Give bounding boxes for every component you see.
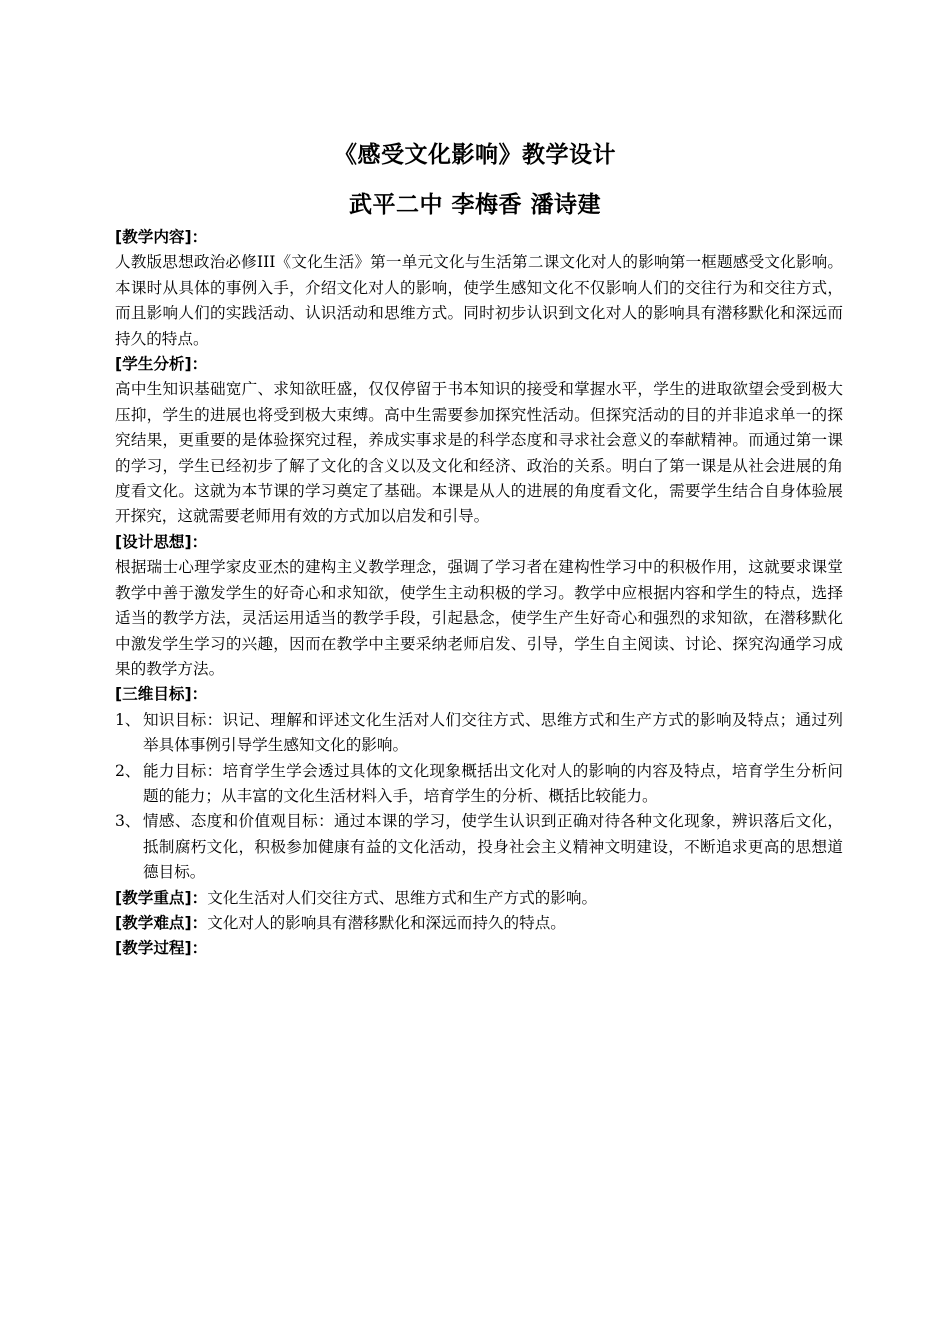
difficulty-line	[115, 911, 843, 936]
section-heading-objectives: [三维目标]：	[115, 685, 208, 704]
objective-number: 3、	[115, 812, 141, 831]
objective-item	[115, 759, 843, 810]
objective-text: 知识目标：识记、理解和评述文化生活对人们交往方式、思维方式和生产方式的影响及特点；通过列举具体事例引导学生感知文化的影响。	[143, 710, 843, 755]
section-heading-content: [教学内容]：	[115, 228, 208, 246]
section-text-key-point: 文化生活对人们交往方式、思维方式和生产方式的影响。	[207, 888, 598, 907]
objective-text: 情感、态度和价值观目标：通过本课的学习，使学生认识到正确对待各种文化现象，辨识落后文化，抵制腐朽文化，积极参加健康有益的文化活动，投身社会主义精神文明建设，不断追求更高的思想道德目标。	[143, 812, 843, 882]
document-title: 《感受文化影响》教学设计	[334, 142, 616, 168]
document-authors: 武平二中 李梅香 潘诗建	[348, 192, 601, 218]
objective-text: 能力目标：培育学生学会透过具体的文化现象概括出文化对人的影响的内容及特点，培育学生分析问题的能力；从丰富的文化生活材料入手，培育学生的分析、概括比较能力。	[143, 761, 843, 805]
section-heading-process: [教学过程]：	[115, 939, 208, 958]
section-text-students: 高中生知识基础宽广、求知欲旺盛，仅仅停留于书本知识的接受和掌握水平，学生的进取欲望会受到极大压抑，学生的进展也将受到极大束缚。高中生需要参加探究性活动。但探究活动的目的并非追求单一的探究结果，更重要的是体验探究过程，养成实事求是的科学态度和寻求社会意义的奉献精神。而通过第一课的学习，学生已经初步了解了文化的含义以及文化和经济、政治的关系。明白了第一课是从社会进展的角度看文化。这就为本节课的学习奠定了基础。本课是从人的进展的角度看文化，需要学生结合自身体验展开探究，这就需要老师用有效的方式加以启发和引导。	[115, 380, 843, 526]
section-text-design: 根据瑞士心理学家皮亚杰的建构主义教学理念，强调了学习者在建构性学习中的积极作用，这就要求课堂教学中善于激发学生的好奇心和求知欲，使学生主动积极的学习。教学中应根据内容和学生的特点，选择适当的教学方法，灵活运用适当的教学手段，引起悬念，使学生产生好奇心和强烈的求知欲，在潜移默化中激发学生学习的兴趣，因而在教学中主要采纳老师启发、引导，学生自主阅读、讨论、探究沟通学习成果的教学方法。	[115, 558, 843, 678]
section-heading-difficulty: [教学难点]：	[115, 913, 208, 932]
objective-number: 2、	[115, 761, 141, 780]
key-point-line	[115, 886, 843, 911]
section-text-difficulty: 文化对人的影响具有潜移默化和深远而持久的特点。	[207, 913, 566, 932]
section-heading-students: [学生分析]：	[115, 355, 208, 374]
document-body	[115, 225, 843, 962]
objective-item	[115, 809, 843, 885]
objective-number: 1、	[115, 710, 141, 729]
section-heading-design: [设计思想]：	[115, 532, 208, 551]
section-text-content: 人教版思想政治必修III《文化生活》第一单元文化与生活第二课文化对人的影响第一框题感受文化影响。本课时从具体的事例入手，介绍文化对人的影响，使学生感知文化不仅影响人们的交往行为和交往方式，而且影响人们的实践活动、认识活动和思维方式。同时初步认识到文化对人的影响具有潜移默化和深远而持久的特点。	[115, 253, 843, 348]
objective-item	[115, 708, 843, 759]
section-heading-key-point: [教学重点]：	[115, 888, 208, 907]
